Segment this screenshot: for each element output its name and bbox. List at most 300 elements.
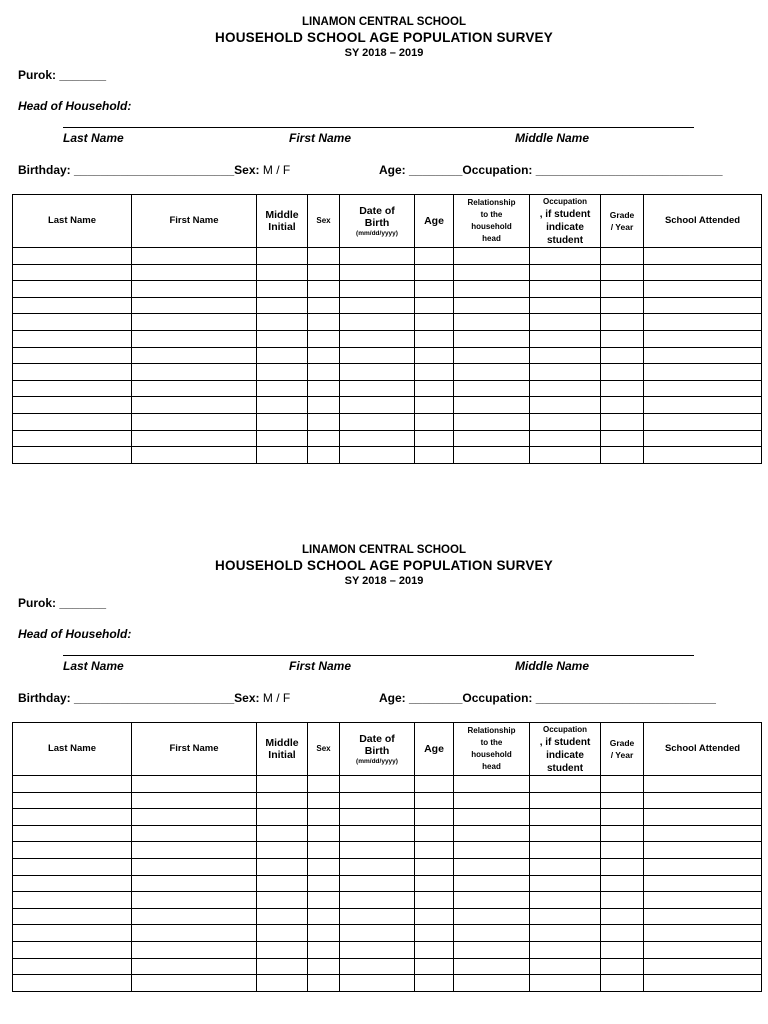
school-year: SY 2018 – 2019 — [344, 47, 424, 59]
table-cell[interactable] — [530, 397, 601, 414]
table-cell[interactable] — [415, 776, 454, 793]
table-cell[interactable] — [340, 958, 415, 975]
table-cell[interactable] — [415, 975, 454, 992]
col-relationship: Relationship to the household head — [454, 723, 530, 776]
table-cell[interactable] — [601, 875, 644, 892]
table-row — [13, 792, 762, 809]
table-cell[interactable] — [454, 364, 530, 381]
table-cell[interactable] — [340, 875, 415, 892]
table-cell[interactable] — [132, 297, 257, 314]
table-cell[interactable] — [308, 842, 340, 859]
table-cell[interactable] — [415, 297, 454, 314]
table-cell[interactable] — [308, 908, 340, 925]
table-row — [13, 941, 762, 958]
table-cell[interactable] — [601, 330, 644, 347]
table-cell[interactable] — [530, 776, 601, 793]
table-cell[interactable] — [415, 330, 454, 347]
table-cell[interactable] — [415, 792, 454, 809]
table-cell[interactable] — [13, 330, 132, 347]
table-cell[interactable] — [257, 314, 308, 331]
table-cell[interactable] — [132, 347, 257, 364]
table-cell[interactable] — [13, 314, 132, 331]
table-cell[interactable] — [340, 330, 415, 347]
table-cell[interactable] — [644, 975, 762, 992]
table-cell[interactable] — [308, 297, 340, 314]
table-cell[interactable] — [454, 281, 530, 298]
table-cell[interactable] — [13, 397, 132, 414]
table-cell[interactable] — [415, 809, 454, 826]
col-age: Age — [415, 723, 454, 776]
table-cell[interactable] — [601, 825, 644, 842]
table-cell[interactable] — [340, 892, 415, 909]
table-cell[interactable] — [415, 380, 454, 397]
table-cell[interactable] — [530, 941, 601, 958]
table-cell[interactable] — [308, 413, 340, 430]
table-cell[interactable] — [257, 347, 308, 364]
table-cell[interactable] — [644, 908, 762, 925]
table-cell[interactable] — [530, 314, 601, 331]
table-cell[interactable] — [340, 908, 415, 925]
col-school-attended: School Attended — [644, 195, 762, 248]
table-cell[interactable] — [257, 447, 308, 464]
table-cell[interactable] — [454, 892, 530, 909]
table-cell[interactable] — [308, 347, 340, 364]
table-cell[interactable] — [530, 380, 601, 397]
table-cell[interactable] — [308, 825, 340, 842]
table-cell[interactable] — [257, 908, 308, 925]
table-cell[interactable] — [132, 958, 257, 975]
table-row — [13, 248, 762, 265]
table-cell[interactable] — [132, 809, 257, 826]
table-cell[interactable] — [132, 825, 257, 842]
table-cell[interactable] — [13, 347, 132, 364]
last-name-label: Last Name — [63, 131, 124, 145]
table-cell[interactable] — [601, 430, 644, 447]
table-cell[interactable] — [454, 264, 530, 281]
table-cell[interactable] — [308, 447, 340, 464]
table-cell[interactable] — [415, 958, 454, 975]
table-cell[interactable] — [13, 248, 132, 265]
table-cell[interactable] — [601, 776, 644, 793]
table-cell[interactable] — [530, 297, 601, 314]
table-cell[interactable] — [132, 413, 257, 430]
table-cell[interactable] — [257, 809, 308, 826]
table-cell[interactable] — [454, 908, 530, 925]
table-cell[interactable] — [601, 397, 644, 414]
table-cell[interactable] — [415, 364, 454, 381]
table-row — [13, 858, 762, 875]
table-cell[interactable] — [132, 842, 257, 859]
table-cell[interactable] — [601, 792, 644, 809]
table-cell[interactable] — [132, 892, 257, 909]
table-cell[interactable] — [601, 447, 644, 464]
table-cell[interactable] — [454, 776, 530, 793]
table-cell[interactable] — [415, 941, 454, 958]
table-cell[interactable] — [530, 364, 601, 381]
table-cell[interactable] — [308, 958, 340, 975]
table-cell[interactable] — [644, 875, 762, 892]
table-cell[interactable] — [340, 347, 415, 364]
table-cell[interactable] — [308, 809, 340, 826]
table-cell[interactable] — [530, 447, 601, 464]
table-cell[interactable] — [415, 908, 454, 925]
table-cell[interactable] — [340, 858, 415, 875]
table-cell[interactable] — [644, 330, 762, 347]
table-cell[interactable] — [13, 297, 132, 314]
table-cell[interactable] — [415, 413, 454, 430]
table-cell[interactable] — [340, 776, 415, 793]
table-cell[interactable] — [601, 314, 644, 331]
col-middle-initial: Middle Initial — [257, 723, 308, 776]
table-cell[interactable] — [415, 842, 454, 859]
table-row — [13, 297, 762, 314]
table-cell[interactable] — [644, 447, 762, 464]
table-cell[interactable] — [257, 430, 308, 447]
col-relationship: Relationship to the household head — [454, 195, 530, 248]
table-cell[interactable] — [132, 941, 257, 958]
table-cell[interactable] — [530, 842, 601, 859]
table-cell[interactable] — [644, 809, 762, 826]
table-cell[interactable] — [340, 809, 415, 826]
table-cell[interactable] — [644, 364, 762, 381]
table-cell[interactable] — [530, 347, 601, 364]
table-cell[interactable] — [415, 314, 454, 331]
table-cell[interactable] — [644, 397, 762, 414]
table-cell[interactable] — [308, 281, 340, 298]
table-cell[interactable] — [601, 941, 644, 958]
birthday-sex-field[interactable] — [18, 163, 290, 177]
table-cell[interactable] — [601, 925, 644, 942]
table-cell[interactable] — [308, 330, 340, 347]
table-cell[interactable] — [308, 858, 340, 875]
table-cell[interactable] — [530, 892, 601, 909]
table-cell[interactable] — [415, 397, 454, 414]
head-of-household-line[interactable] — [63, 127, 694, 128]
table-cell[interactable] — [308, 792, 340, 809]
table-cell[interactable] — [132, 380, 257, 397]
table-cell[interactable] — [257, 397, 308, 414]
table-cell[interactable] — [308, 975, 340, 992]
table-cell[interactable] — [257, 842, 308, 859]
head-of-household-label: Head of Household: — [18, 627, 132, 641]
table-cell[interactable] — [415, 825, 454, 842]
table-cell[interactable] — [340, 248, 415, 265]
table-cell[interactable] — [257, 975, 308, 992]
table-cell[interactable] — [454, 430, 530, 447]
table-cell[interactable] — [308, 776, 340, 793]
table-cell[interactable] — [454, 858, 530, 875]
table-row — [13, 447, 762, 464]
table-cell[interactable] — [530, 975, 601, 992]
table-cell[interactable] — [257, 925, 308, 942]
table-cell[interactable] — [454, 958, 530, 975]
table-cell[interactable] — [308, 925, 340, 942]
table-cell[interactable] — [601, 958, 644, 975]
table-cell[interactable] — [530, 958, 601, 975]
table-cell[interactable] — [415, 858, 454, 875]
table-row — [13, 397, 762, 414]
table-cell[interactable] — [132, 447, 257, 464]
table-cell[interactable] — [644, 858, 762, 875]
table-cell[interactable] — [644, 776, 762, 793]
table-cell[interactable] — [454, 314, 530, 331]
table-cell[interactable] — [340, 842, 415, 859]
table-cell[interactable] — [257, 776, 308, 793]
table-cell[interactable] — [132, 792, 257, 809]
table-cell[interactable] — [415, 264, 454, 281]
table-cell[interactable] — [454, 297, 530, 314]
table-cell[interactable] — [13, 447, 132, 464]
table-cell[interactable] — [415, 875, 454, 892]
table-cell[interactable] — [132, 875, 257, 892]
table-cell[interactable] — [257, 297, 308, 314]
table-cell[interactable] — [601, 281, 644, 298]
table-cell[interactable] — [132, 397, 257, 414]
table-cell[interactable] — [454, 875, 530, 892]
table-cell[interactable] — [13, 809, 132, 826]
table-cell[interactable] — [13, 792, 132, 809]
table-cell[interactable] — [454, 413, 530, 430]
purok-field[interactable]: Purok: _______ — [18, 596, 107, 610]
table-cell[interactable] — [415, 925, 454, 942]
table-cell[interactable] — [644, 380, 762, 397]
table-cell[interactable] — [257, 941, 308, 958]
table-cell[interactable] — [530, 809, 601, 826]
table-row — [13, 875, 762, 892]
table-cell[interactable] — [601, 908, 644, 925]
table-cell[interactable] — [13, 908, 132, 925]
table-cell[interactable] — [257, 364, 308, 381]
table-cell[interactable] — [454, 330, 530, 347]
birthday-sex-field[interactable] — [18, 691, 290, 705]
table-cell[interactable] — [644, 297, 762, 314]
table-cell[interactable] — [454, 380, 530, 397]
table-cell[interactable] — [530, 413, 601, 430]
table-cell[interactable] — [530, 430, 601, 447]
table-cell[interactable] — [257, 330, 308, 347]
table-cell[interactable] — [340, 825, 415, 842]
table-cell[interactable] — [132, 281, 257, 298]
table-cell[interactable] — [454, 248, 530, 265]
table-cell[interactable] — [530, 330, 601, 347]
col-grade-year: Grade / Year — [601, 195, 644, 248]
table-cell[interactable] — [454, 809, 530, 826]
table-cell[interactable] — [415, 447, 454, 464]
table-cell[interactable] — [415, 248, 454, 265]
table-cell[interactable] — [644, 958, 762, 975]
table-cell[interactable] — [454, 825, 530, 842]
table-cell[interactable] — [13, 264, 132, 281]
table-cell[interactable] — [454, 347, 530, 364]
table-cell[interactable] — [308, 264, 340, 281]
table-cell[interactable] — [340, 941, 415, 958]
table-cell[interactable] — [308, 397, 340, 414]
table-cell[interactable] — [644, 413, 762, 430]
table-cell[interactable] — [257, 825, 308, 842]
table-cell[interactable] — [530, 925, 601, 942]
table-cell[interactable] — [13, 975, 132, 992]
table-cell[interactable] — [644, 842, 762, 859]
table-cell[interactable] — [257, 281, 308, 298]
table-cell[interactable] — [13, 875, 132, 892]
table-cell[interactable] — [257, 792, 308, 809]
table-cell[interactable] — [308, 875, 340, 892]
table-row — [13, 347, 762, 364]
table-cell[interactable] — [340, 380, 415, 397]
table-cell[interactable] — [454, 941, 530, 958]
age-occupation-field[interactable]: Age: ________Occupation: ___________________________ — [379, 691, 716, 705]
table-cell[interactable] — [132, 314, 257, 331]
table-cell[interactable] — [644, 825, 762, 842]
table-cell[interactable] — [13, 776, 132, 793]
table-cell[interactable] — [530, 281, 601, 298]
last-name-label: Last Name — [63, 659, 124, 673]
col-age: Age — [415, 195, 454, 248]
table-cell[interactable] — [530, 264, 601, 281]
table-cell[interactable] — [340, 792, 415, 809]
table-cell[interactable] — [257, 875, 308, 892]
table-cell[interactable] — [340, 264, 415, 281]
table-cell[interactable] — [257, 958, 308, 975]
table-cell[interactable] — [257, 892, 308, 909]
sex-options: M / F — [259, 163, 291, 177]
table-cell[interactable] — [132, 925, 257, 942]
table-cell[interactable] — [308, 364, 340, 381]
table-cell[interactable] — [132, 776, 257, 793]
table-cell[interactable] — [257, 264, 308, 281]
table-cell[interactable] — [601, 809, 644, 826]
table-cell[interactable] — [13, 825, 132, 842]
table-cell[interactable] — [644, 925, 762, 942]
table-body-2 — [13, 776, 762, 992]
table-cell[interactable] — [340, 397, 415, 414]
table-cell[interactable] — [601, 892, 644, 909]
table-cell[interactable] — [644, 264, 762, 281]
table-cell[interactable] — [13, 892, 132, 909]
table-cell[interactable] — [644, 892, 762, 909]
table-cell[interactable] — [13, 380, 132, 397]
table-cell[interactable] — [340, 413, 415, 430]
table-cell[interactable] — [308, 380, 340, 397]
table-cell[interactable] — [644, 430, 762, 447]
table-cell[interactable] — [530, 908, 601, 925]
table-cell[interactable] — [601, 364, 644, 381]
table-cell[interactable] — [601, 347, 644, 364]
table-cell[interactable] — [13, 958, 132, 975]
table-cell[interactable] — [454, 447, 530, 464]
table-cell[interactable] — [132, 364, 257, 381]
table-cell[interactable] — [257, 413, 308, 430]
table-cell[interactable] — [601, 975, 644, 992]
table-cell[interactable] — [454, 792, 530, 809]
table-cell[interactable] — [601, 413, 644, 430]
table-cell[interactable] — [13, 413, 132, 430]
table-cell[interactable] — [644, 248, 762, 265]
table-cell[interactable] — [132, 858, 257, 875]
table-cell[interactable] — [644, 792, 762, 809]
table-cell[interactable] — [132, 908, 257, 925]
table-cell[interactable] — [132, 248, 257, 265]
table-cell[interactable] — [644, 347, 762, 364]
table-cell[interactable] — [601, 380, 644, 397]
table-row — [13, 809, 762, 826]
school-year: SY 2018 – 2019 — [344, 575, 424, 587]
table-cell[interactable] — [132, 430, 257, 447]
table-cell[interactable] — [415, 347, 454, 364]
table-cell[interactable] — [340, 447, 415, 464]
table-cell[interactable] — [415, 430, 454, 447]
purok-field[interactable]: Purok: _______ — [18, 68, 107, 82]
table-cell[interactable] — [644, 941, 762, 958]
table-cell[interactable] — [530, 825, 601, 842]
age-occupation-field[interactable]: Age: ________Occupation: ____________________________ — [379, 163, 723, 177]
table-cell[interactable] — [340, 975, 415, 992]
table-cell[interactable] — [454, 397, 530, 414]
table-cell[interactable] — [308, 248, 340, 265]
table-cell[interactable] — [132, 330, 257, 347]
table-cell[interactable] — [13, 842, 132, 859]
table-cell[interactable] — [601, 858, 644, 875]
table-cell[interactable] — [340, 297, 415, 314]
form-title: HOUSEHOLD SCHOOL AGE POPULATION SURVEY — [215, 558, 553, 573]
head-of-household-line[interactable] — [63, 655, 694, 656]
table-cell[interactable] — [530, 858, 601, 875]
table-row — [13, 330, 762, 347]
table-cell[interactable] — [601, 842, 644, 859]
table-cell[interactable] — [13, 364, 132, 381]
table-cell[interactable] — [530, 792, 601, 809]
table-cell[interactable] — [308, 430, 340, 447]
table-cell[interactable] — [415, 892, 454, 909]
table-cell[interactable] — [13, 281, 132, 298]
table-cell[interactable] — [530, 248, 601, 265]
table-cell[interactable] — [415, 281, 454, 298]
table-cell[interactable] — [13, 858, 132, 875]
table-cell[interactable] — [257, 248, 308, 265]
table-cell[interactable] — [132, 975, 257, 992]
table-cell[interactable] — [601, 297, 644, 314]
table-cell[interactable] — [308, 314, 340, 331]
table-cell[interactable] — [13, 430, 132, 447]
table-cell[interactable] — [454, 925, 530, 942]
first-name-label: First Name — [289, 131, 352, 145]
table-cell[interactable] — [132, 264, 257, 281]
table-row — [13, 314, 762, 331]
birthday-label: Birthday: ________________________Sex: — [18, 163, 260, 177]
col-sex: Sex — [308, 195, 340, 248]
table-cell[interactable] — [13, 925, 132, 942]
table-cell[interactable] — [340, 281, 415, 298]
table-cell[interactable] — [257, 380, 308, 397]
table-cell[interactable] — [644, 281, 762, 298]
table-cell[interactable] — [340, 314, 415, 331]
table-cell[interactable] — [454, 975, 530, 992]
table-cell[interactable] — [308, 892, 340, 909]
table-cell[interactable] — [530, 875, 601, 892]
table-cell[interactable] — [340, 364, 415, 381]
table-cell[interactable] — [13, 941, 132, 958]
table-cell[interactable] — [601, 264, 644, 281]
table-cell[interactable] — [257, 858, 308, 875]
table-header-row — [13, 195, 762, 248]
table-cell[interactable] — [454, 842, 530, 859]
table-cell[interactable] — [308, 941, 340, 958]
table-cell[interactable] — [340, 925, 415, 942]
table-cell[interactable] — [644, 314, 762, 331]
table-cell[interactable] — [340, 430, 415, 447]
table-cell[interactable] — [601, 248, 644, 265]
school-name: LINAMON CENTRAL SCHOOL — [302, 16, 466, 28]
